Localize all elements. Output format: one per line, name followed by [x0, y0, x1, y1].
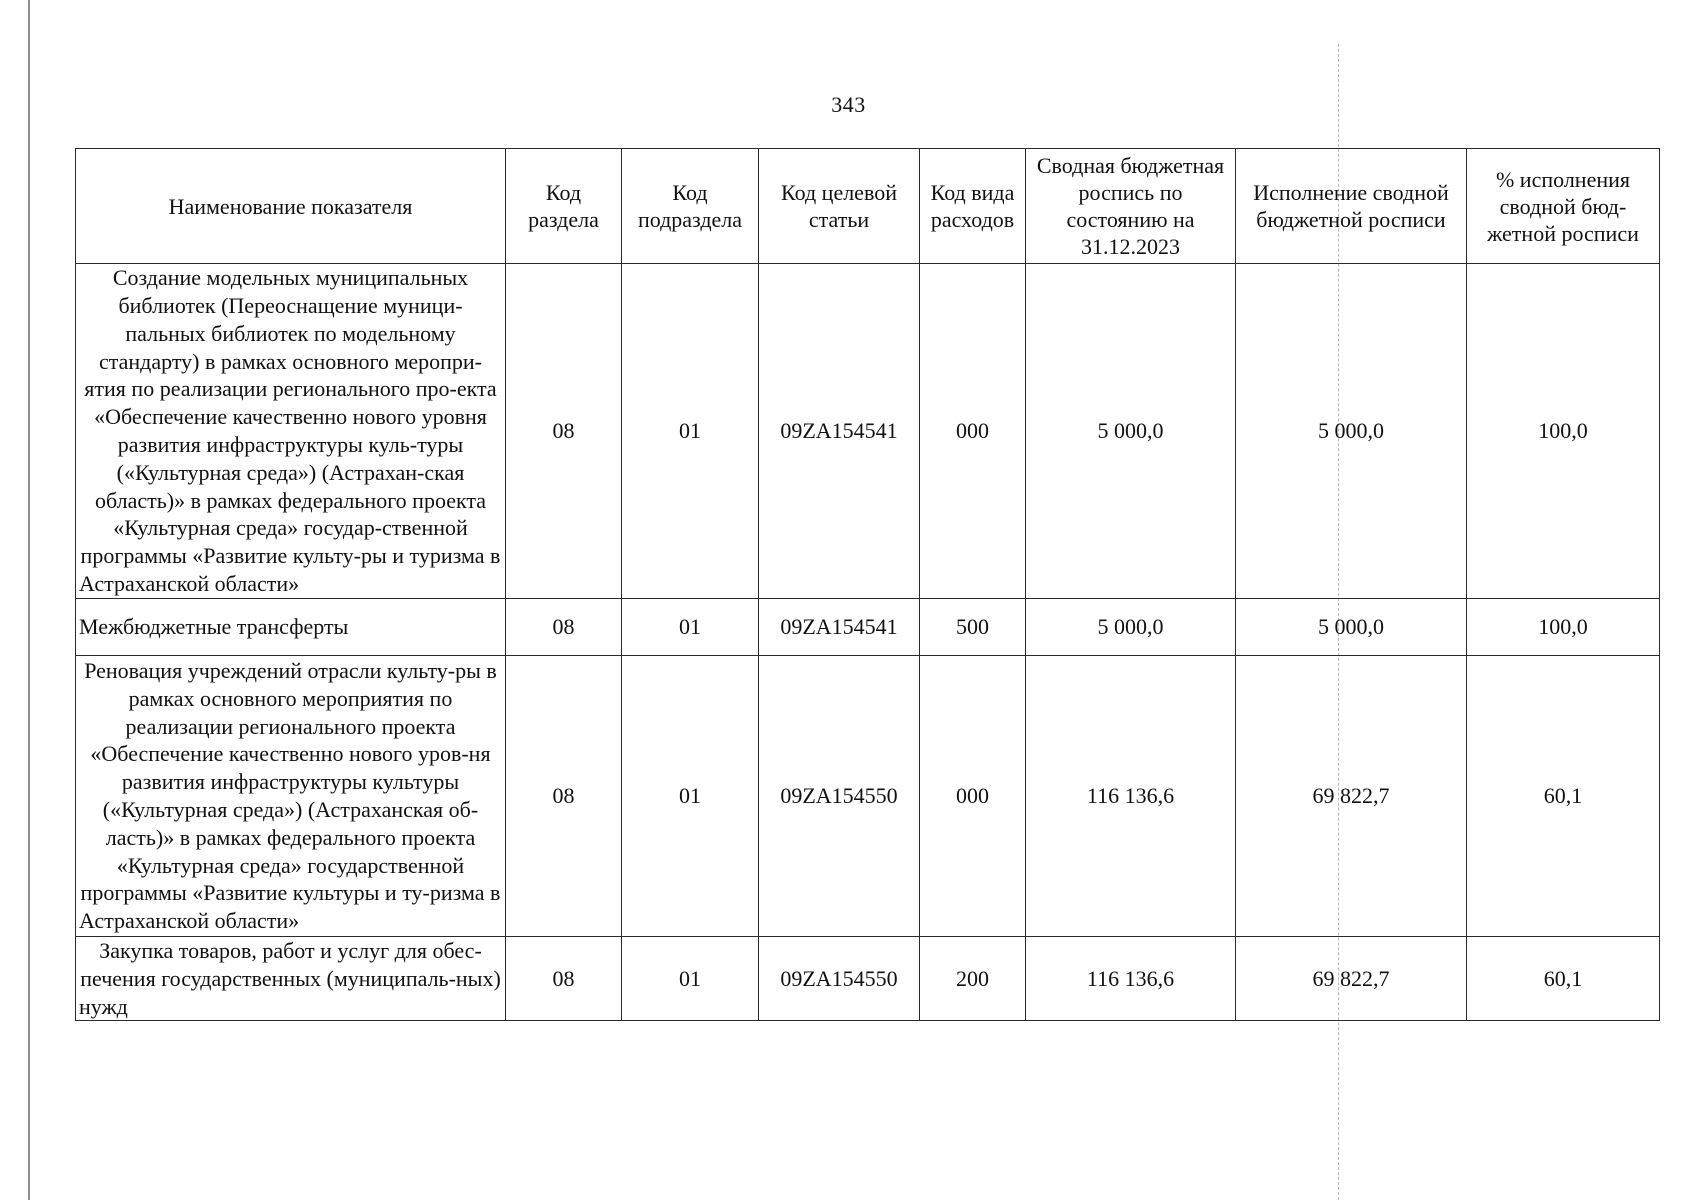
row-subsection-code: 01 [622, 599, 759, 656]
row-budget-plan: 5 000,0 [1026, 264, 1236, 599]
row-target-code: 09ZA154541 [759, 599, 920, 656]
row-section-code: 08 [506, 656, 622, 937]
row-section-code: 08 [506, 937, 622, 1021]
header-subsection-code: Код подраздела [622, 149, 759, 264]
header-expense-type-code: Код вида расходов [920, 149, 1026, 264]
table-row [76, 264, 1660, 599]
row-execution-percent: 100,0 [1467, 264, 1660, 599]
page-number: 343 [831, 92, 866, 117]
header-target-code: Код целевой статьи [759, 149, 920, 264]
row-budget-execution: 5 000,0 [1236, 264, 1467, 599]
row-section-code: 08 [506, 599, 622, 656]
row-expense-type-code: 000 [920, 264, 1026, 599]
header-section-code: Код раздела [506, 149, 622, 264]
row-execution-percent: 100,0 [1467, 599, 1660, 656]
header-execution-percent: % исполнения сводной бюд-жетной росписи [1467, 149, 1660, 264]
row-section-code: 08 [506, 264, 622, 599]
table-header-row [76, 149, 1660, 264]
row-subsection-code: 01 [622, 264, 759, 599]
row-budget-plan: 5 000,0 [1026, 599, 1236, 656]
row-budget-plan: 116 136,6 [1026, 656, 1236, 937]
row-target-code: 09ZA154541 [759, 264, 920, 599]
row-execution-percent: 60,1 [1467, 937, 1660, 1021]
row-name: Реновация учреждений отрасли культу-ры в рамках основного мероприятия по реализации регионального проекта «Обеспечение качественно нового уров-ня развития инфраструктуры культуры («Культурная среда») (Астраханская об-ласть)» в рамках федерального проекта «Культурная среда» государственной программы «Развитие культуры и ту-ризма в Астраханской области» [76, 656, 506, 937]
table-row [76, 599, 1660, 656]
row-name: Межбюджетные трансферты [76, 599, 506, 656]
budget-execution-table [75, 148, 1660, 1021]
row-budget-execution: 69 822,7 [1236, 656, 1467, 937]
header-budget-plan: Сводная бюджетная роспись по состоянию на 31.12.2023 [1026, 149, 1236, 264]
row-budget-execution: 69 822,7 [1236, 937, 1467, 1021]
row-budget-plan: 116 136,6 [1026, 937, 1236, 1021]
header-name: Наименование показателя [76, 149, 506, 264]
table-row [76, 656, 1660, 937]
row-expense-type-code: 000 [920, 656, 1026, 937]
row-budget-execution: 5 000,0 [1236, 599, 1467, 656]
row-name: Создание модельных муниципальных библиотек (Переоснащение муници-пальных библиотек по модельному стандарту) в рамках основного меропри-ятия по реализации регионального про-екта «Обеспечение качественно нового уровня развития инфраструктуры куль-туры («Культурная среда») (Астрахан-ская область)» в рамках федерального проекта «Культурная среда» государ-ственной программы «Развитие культу-ры и туризма в Астраханской области» [76, 264, 506, 599]
row-target-code: 09ZA154550 [759, 656, 920, 937]
row-subsection-code: 01 [622, 656, 759, 937]
row-name: Закупка товаров, работ и услуг для обес-печения государственных (муниципаль-ных) нужд [76, 937, 506, 1021]
row-execution-percent: 60,1 [1467, 656, 1660, 937]
header-budget-execution: Исполнение сводной бюджетной росписи [1236, 149, 1467, 264]
scan-border-line [28, 0, 30, 1200]
row-expense-type-code: 200 [920, 937, 1026, 1021]
table-row [76, 937, 1660, 1021]
row-expense-type-code: 500 [920, 599, 1026, 656]
row-target-code: 09ZA154550 [759, 937, 920, 1021]
row-subsection-code: 01 [622, 937, 759, 1021]
